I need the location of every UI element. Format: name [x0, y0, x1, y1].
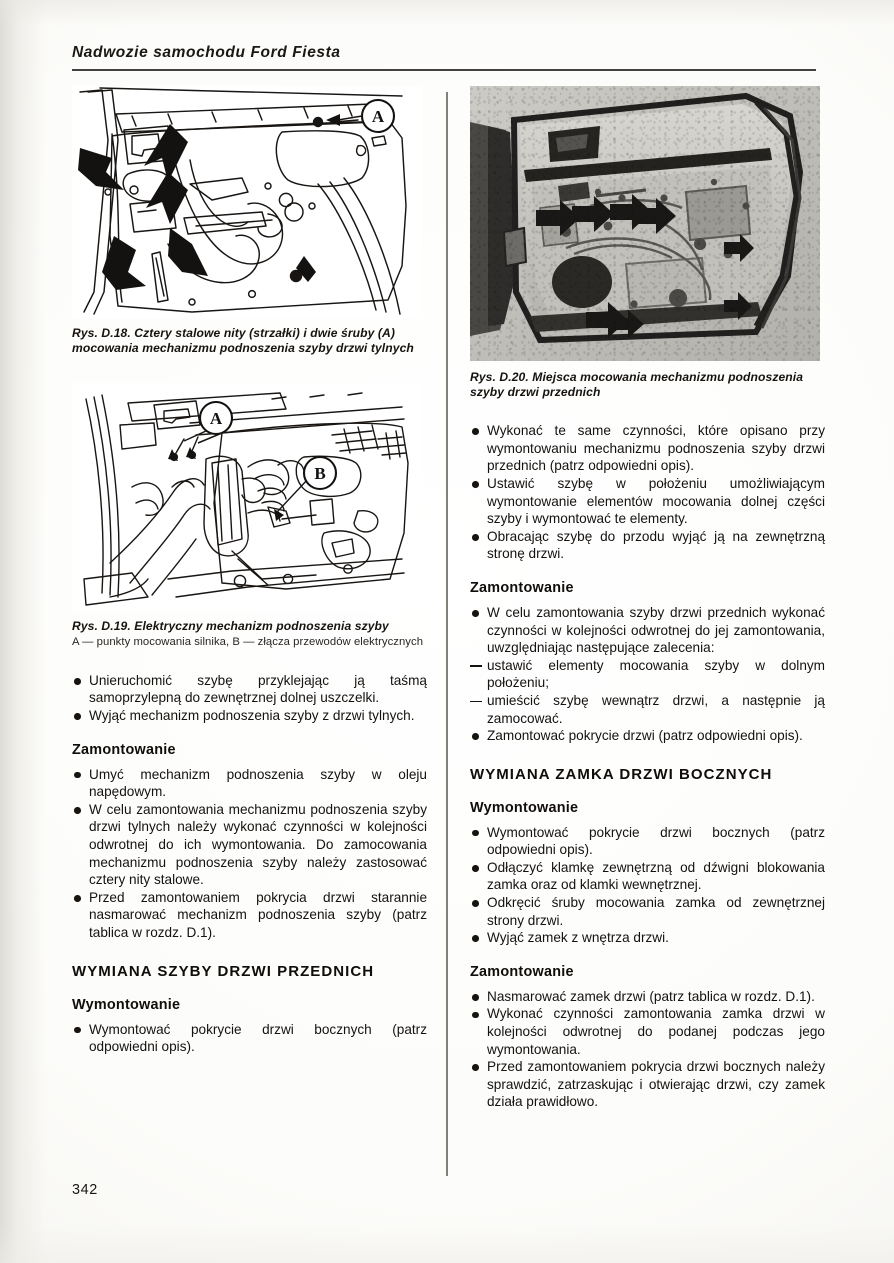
list-item: Wykonać te same czynności, które opisano przy wymontowaniu mechanizmu podnoszenia szyby drzwi przednich (patrz odpowiedni opis). [470, 422, 825, 475]
figure-d18-drawing [72, 86, 422, 318]
list-item: Obracając szybę do przodu wyjąć ją na zewnętrzną stronę drzwi. [470, 528, 825, 563]
list-item: Zamontować pokrycie drzwi (patrz odpowiedni opis). [470, 727, 825, 745]
list-item: Ustawić szybę w położeniu umożliwiającym wymontowanie elementów mocowania dolnej części szyby i wymontować te elementy. [470, 475, 825, 528]
list-item: Wymontować pokrycie drzwi bocznych (patrz odpowiedni opis). [72, 1021, 427, 1056]
left-column-body [72, 672, 427, 1056]
list-item: W celu zamontowania mechanizmu podnoszenia szyby drzwi tylnych należy wykonać czynności w kolejności odwrotnej do ich wymontowania. Do zamocowania mechanizmu podnoszenia szyby należy zastosować cztery nity stalowe. [72, 801, 427, 889]
figure-d19-drawing [72, 383, 422, 611]
list-item: Odłączyć klamkę zewnętrzną od dźwigni blokowania zamka oraz od klamki wewnętrznej. [470, 859, 825, 894]
list-item: Umyć mechanizm podnoszenia szyby w oleju napędowym. [72, 766, 427, 801]
svg-text:B: B [314, 464, 326, 484]
section-heading: Zamontowanie [72, 741, 176, 758]
list-item: Nasmarować zamek drzwi (patrz tablica w rozdz. D.1). [470, 988, 825, 1006]
list-item: Wymontować pokrycie drzwi bocznych (patrz odpowiedni opis). [470, 824, 825, 859]
list-item: umieścić szybę wewnątrz drzwi, a następnie ją zamocować. [470, 692, 825, 727]
svg-text:A: A [209, 409, 223, 429]
list-item: Wyjąć zamek z wnętrza drzwi. [470, 929, 825, 947]
figure-d18-caption [72, 326, 427, 355]
figure-d18-caption-text: Rys. D.18. Cztery stalowe nity (strzałki) i dwie śruby (A) mocowania mechanizmu podnoszenia szyby drzwi tylnych [72, 326, 414, 355]
running-head-title: Nadwozie samochodu Ford Fiesta [72, 44, 341, 61]
right-column-body [470, 422, 825, 1111]
list-item: Odkręcić śruby mocowania zamka od zewnętrznej strony drzwi. [470, 894, 825, 929]
figure-d20-caption-text: Rys. D.20. Miejsca mocowania mechanizmu podnoszenia szyby drzwi przednich [470, 370, 804, 399]
section-heading: Wymontowanie [72, 996, 181, 1013]
section-heading: Wymontowanie [470, 799, 579, 816]
section-heading-major: WYMIANA SZYBY DRZWI PRZEDNICH [72, 962, 375, 980]
svg-text:A: A [371, 107, 385, 126]
list-item: Wykonać czynności zamontowania zamka drzwi w kolejności odwrotnej do podanej podczas jego wymontowania. [470, 1005, 825, 1058]
column-divider-rule [446, 92, 448, 1176]
figure-d19 [72, 383, 422, 611]
figure-d20 [470, 86, 820, 361]
section-heading: Zamontowanie [470, 963, 574, 980]
right-column [470, 86, 825, 1111]
list-item: Przed zamontowaniem pokrycia drzwi starannie nasmarować mechanizm podnoszenia szyby (patrz tablica w rozdz. D.1). [72, 889, 427, 942]
page-number: 342 [72, 1182, 98, 1198]
running-head [72, 44, 832, 71]
figure-d20-caption [470, 370, 825, 399]
figure-d18 [72, 86, 422, 318]
list-item: Wyjąć mechanizm podnoszenia szyby z drzwi tylnych. [72, 707, 427, 725]
section-heading: Zamontowanie [470, 579, 574, 596]
figure-d19-callout-b [304, 457, 336, 489]
figure-d19-legend: A — punkty mocowania silnika, B — złącza przewodów elektrycznych [72, 635, 424, 648]
left-column [72, 86, 427, 1056]
list-item: Przed zamontowaniem pokrycia drzwi bocznych należy sprawdzić, zatrzaskując i otwierając drzwi, czy zamek działa prawidłowo. [470, 1058, 825, 1111]
list-item: W celu zamontowania szyby drzwi przednich wykonać czynności w kolejności odwrotnej do jej zamontowania, uwzględniając następujące zalecenia: [470, 604, 825, 657]
figure-d19-caption-text: Rys. D.19. Elektryczny mechanizm podnoszenia szyby [72, 619, 389, 634]
figure-d20-photograph [470, 86, 820, 361]
list-item: ustawić elementy mocowania szyby w dolnym położeniu; [470, 657, 825, 692]
list-item: Unieruchomić szybę przyklejając ją taśmą samoprzylepną do zewnętrznej dolnej uszczelki. [72, 672, 427, 707]
header-rule [72, 69, 816, 71]
section-heading-major: WYMIANA ZAMKA DRZWI BOCZNYCH [470, 765, 773, 783]
figure-d18-callout-a [362, 100, 394, 132]
figure-d19-caption [72, 619, 427, 649]
figure-d19-callout-a [200, 402, 232, 434]
